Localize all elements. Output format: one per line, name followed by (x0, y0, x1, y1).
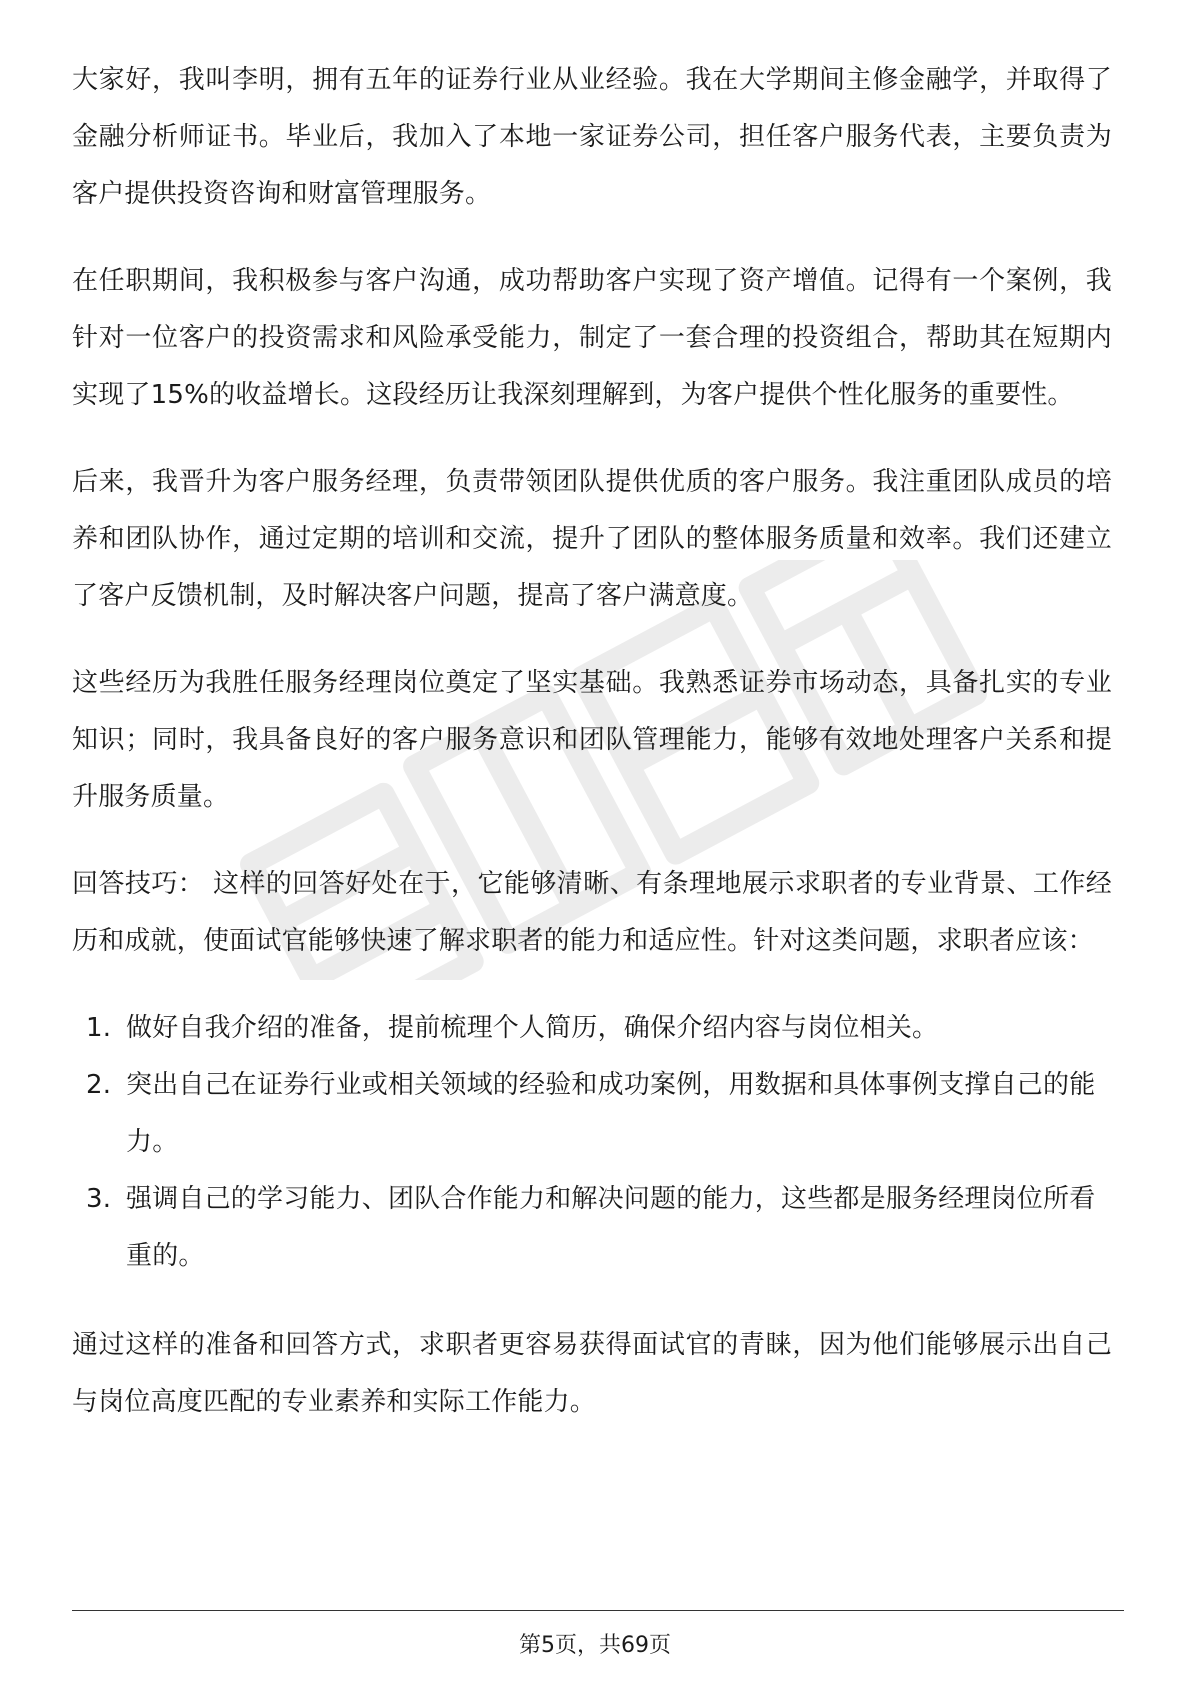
list-item-text: 强调自己的学习能力、团队合作能力和解决问题的能力，这些都是服务经理岗位所看重的。 (126, 1184, 1096, 1271)
paragraph-promotion: 后来，我晋升为客户服务经理，负责带领团队提供优质的客户服务。我注重团队成员的培养和团队协作，通过定期的培训和交流，提升了团队的整体服务质量和效率。我们还建立了客户反馈机制，及时解决客户问题，提高了客户满意度。 (72, 467, 1112, 611)
list-item-number: 1. (86, 1013, 112, 1043)
list-item (72, 1171, 1112, 1285)
document-body (72, 52, 1112, 1461)
list-item-text: 做好自我介绍的准备，提前梳理个人简历，确保介绍内容与岗位相关。 (126, 1013, 939, 1043)
paragraph-tips-intro: 回答技巧： 这样的回答好处在于，它能够清晰、有条理地展示求职者的专业背景、工作经历和成就，使面试官能够快速了解求职者的能力和适应性。针对这类问题，求职者应该： (72, 869, 1113, 956)
page-number: 第5页，共69页 (519, 1633, 671, 1658)
paragraph-summary: 这些经历为我胜任服务经理岗位奠定了坚实基础。我熟悉证券市场动态，具备扎实的专业知识；同时，我具备良好的客户服务意识和团队管理能力，能够有效地处理客户关系和提升服务质量。 (72, 668, 1112, 812)
tips-list (72, 1000, 1112, 1285)
list-item (72, 1057, 1112, 1171)
list-item-number: 3. (86, 1184, 112, 1214)
paragraph-case: 在任职期间，我积极参与客户沟通，成功帮助客户实现了资产增值。记得有一个案例，我针对一位客户的投资需求和风险承受能力，制定了一套合理的投资组合，帮助其在短期内实现了15%的收益增长。这段经历让我深刻理解到，为客户提供个性化服务的重要性。 (72, 266, 1112, 410)
list-item-number: 2. (86, 1070, 112, 1100)
list-item-text: 突出自己在证券行业或相关领域的经验和成功案例，用数据和具体事例支撑自己的能力。 (126, 1070, 1096, 1157)
footer-divider (72, 1610, 1124, 1611)
list-item (72, 1000, 1112, 1057)
paragraph-intro: 大家好，我叫李明，拥有五年的证券行业从业经验。我在大学期间主修金融学，并取得了金融分析师证书。毕业后，我加入了本地一家证券公司，担任客户服务代表，主要负责为客户提供投资咨询和财富管理服务。 (72, 65, 1112, 209)
paragraph-closing: 通过这样的准备和回答方式，求职者更容易获得面试官的青睐，因为他们能够展示出自己与岗位高度匹配的专业素养和实际工作能力。 (72, 1330, 1112, 1417)
